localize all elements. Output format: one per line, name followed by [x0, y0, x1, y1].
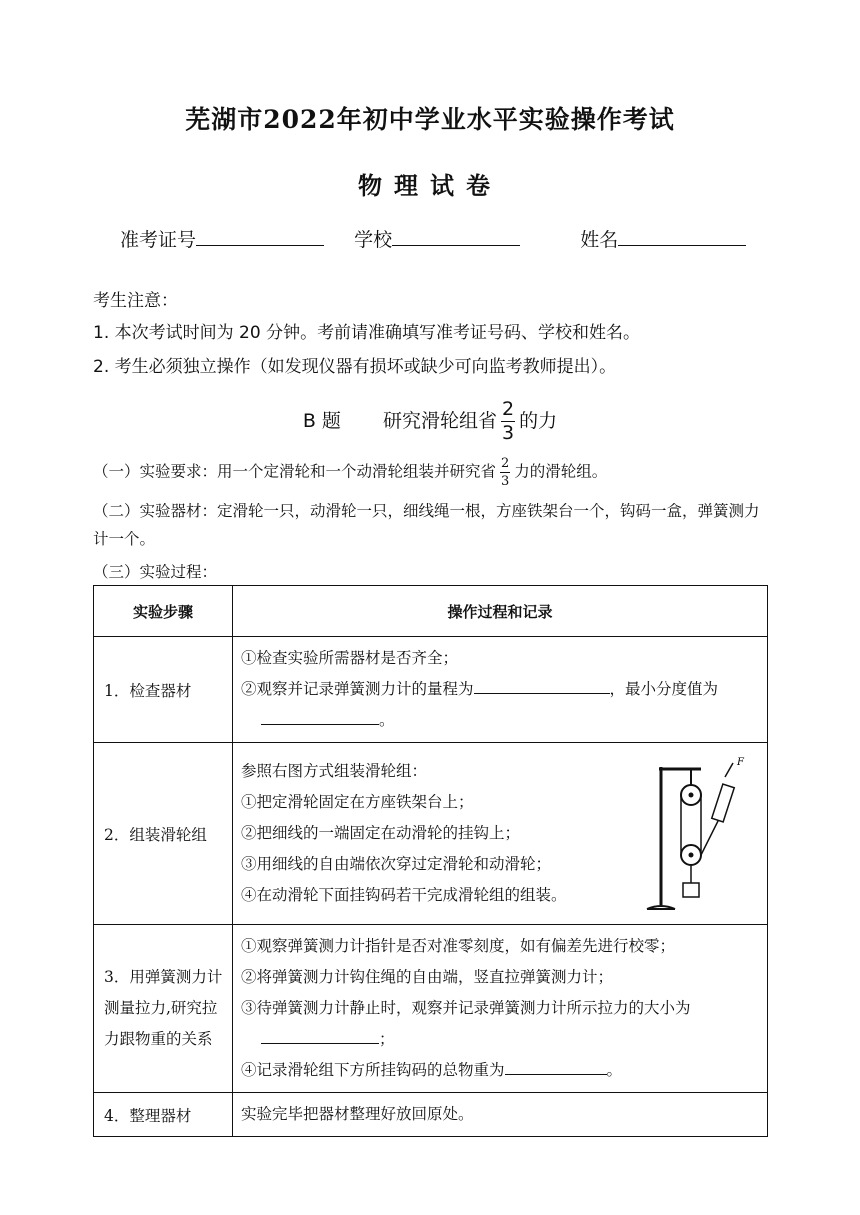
section-process: （三）实验过程： — [93, 563, 218, 581]
weight-blank[interactable] — [505, 1056, 607, 1075]
step-4-label: 4．整理器材 — [94, 1093, 233, 1137]
table-row — [94, 925, 768, 1093]
school-blank[interactable] — [392, 227, 520, 246]
step-1-body: ①检查实验所需器材是否齐全； ②观察并记录弹簧测力计的量程为 ，最小分度值为 。 — [233, 637, 768, 743]
force-label: F — [737, 757, 744, 768]
table-row — [94, 1093, 768, 1137]
procedure-table — [93, 585, 768, 1137]
section-requirements: （一）实验要求：用一个定滑轮和一个动滑轮组装并研究省 $\frac{2}{3}$ 力的滑轮组。 — [93, 456, 608, 489]
table-row — [94, 743, 768, 925]
question-title-pre: 研究滑轮组省 — [383, 410, 498, 432]
step-3-body: ①观察弹簧测力计指针是否对准零刻度，如有偏差先进行校零； ②将弹簧测力计钩住绳的自由端，竖直拉弹簧测力计； ③待弹簧测力计静止时，观察并记录弹簧测力计所示拉力的大小为 ； ④记录滑轮组下方所挂钩码的总物重为 。 — [233, 925, 768, 1093]
question-title-post: 的力 — [519, 410, 558, 432]
question-label: B 题 — [302, 410, 341, 432]
header-step: 实验步骤 — [94, 586, 233, 637]
division-blank[interactable] — [261, 706, 379, 725]
paper-subtitle: 物理试卷 — [358, 171, 502, 200]
step-4-body: 实验完毕把器材整理好放回原处。 — [233, 1093, 768, 1137]
exam-title: 芜湖市2022年初中学业水平实验操作考试 — [185, 105, 675, 134]
name-blank[interactable] — [618, 227, 746, 246]
candidate-info-row — [120, 225, 746, 252]
fraction-two-thirds-small: $\frac{2}{3}$ — [501, 456, 510, 489]
school-label: 学校 — [354, 229, 393, 251]
pulley-diagram — [641, 755, 759, 917]
fraction-two-thirds: $\frac{2}{3}$ — [502, 398, 515, 444]
section-materials: （二）实验器材：定滑轮一只，动滑轮一只，细线绳一根，方座铁架台一个，钩码一盒，弹簧测力计一个。 — [93, 502, 760, 548]
table-row — [94, 637, 768, 743]
range-blank[interactable] — [474, 675, 610, 694]
pull-force-blank[interactable] — [261, 1025, 379, 1044]
step-1-label: 1．检查器材 — [94, 637, 233, 743]
step-2-body: F 参照右图方式组装滑轮组： ①把定滑轮固定在方座铁架台上； ②把细线的一端固定在动滑轮的挂钩上； ③用细线的自由端依次穿过定滑轮和动滑轮； ④在动滑轮下面挂钩码若干完成滑轮组的组装。 — [233, 743, 768, 925]
notice-item-1: 1. 本次考试时间为 20 分钟。考前请准确填写准考证号码、学校和姓名。 — [93, 323, 641, 343]
step-3-label: 3．用弹簧测力计测量拉力,研究拉力跟物重的关系 — [94, 925, 233, 1093]
notice-item-2: 2. 考生必须独立操作（如发现仪器有损坏或缺少可向监考教师提出）。 — [93, 357, 617, 377]
step-2-label: 2．组装滑轮组 — [94, 743, 233, 925]
name-label: 姓名 — [580, 229, 619, 251]
header-process: 操作过程和记录 — [233, 586, 768, 637]
table-header-row — [94, 586, 768, 637]
exam-number-blank[interactable] — [196, 227, 324, 246]
exam-number-label: 准考证号 — [120, 229, 197, 251]
question-heading — [0, 400, 860, 443]
notice-title: 考生注意： — [93, 291, 178, 311]
